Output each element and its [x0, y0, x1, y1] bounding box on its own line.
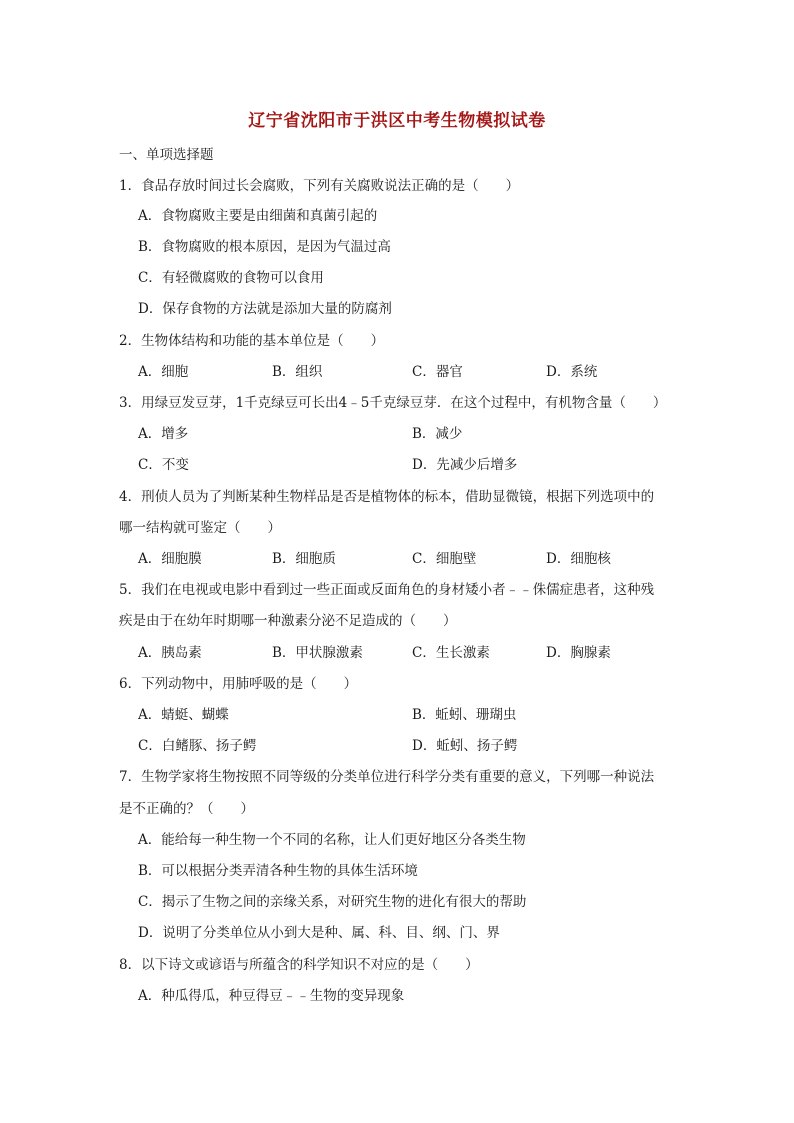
question-1-option-d: D．保存食物的方法就是添加大量的防腐剂 — [138, 301, 392, 317]
question-1-option-a: A．食物腐败主要是由细菌和真菌引起的 — [138, 208, 378, 224]
question-5-option-b: B．甲状腺激素 — [272, 645, 363, 661]
question-4-option-a: A．细胞膜 — [138, 551, 202, 567]
question-3-option-d: D．先减少后增多 — [412, 457, 518, 473]
question-8-stem: 8．以下诗文或谚语与所蕴含的科学知识不对应的是（ ） — [119, 957, 479, 973]
question-5-option-d: D．胸腺素 — [546, 645, 611, 661]
question-7-option-b: B．可以根据分类弄清各种生物的具体生活环境 — [138, 863, 418, 879]
question-6-option-c: C．白鳍豚、扬子鳄 — [138, 738, 257, 754]
question-7-option-a: A．能给每一种生物一个不同的名称，让人们更好地区分各类生物 — [138, 832, 526, 848]
question-6-option-d: D．蚯蚓、扬子鳄 — [412, 738, 518, 754]
question-1-stem: 1．食品存放时间过长会腐败，下列有关腐败说法正确的是（ ） — [119, 178, 520, 194]
question-2-stem: 2．生物体结构和功能的基本单位是（ ） — [119, 333, 385, 349]
question-4-stem-line-1: 4．刑侦人员为了判断某种生物样品是否是植物体的标本，借助显微镜，根据下列选项中的 — [119, 489, 655, 505]
question-4-option-c: C．细胞壁 — [412, 551, 477, 567]
question-7-option-c: C．揭示了生物之间的亲缘关系，对研究生物的进化有很大的帮助 — [138, 894, 527, 910]
section-heading: 一、单项选择题 — [119, 147, 214, 163]
question-7-stem-line-2: 是不正确的？（ ） — [119, 801, 254, 817]
question-2-option-a: A．细胞 — [138, 364, 189, 380]
question-3-option-a: A．增多 — [138, 426, 189, 442]
question-2-option-b: B．组织 — [272, 364, 323, 380]
question-2-option-d: D．系统 — [546, 364, 598, 380]
question-6-stem: 6．下列动物中，用肺呼吸的是（ ） — [119, 676, 358, 692]
question-4-stem-line-2: 哪一结构就可鉴定（ ） — [119, 520, 281, 536]
question-5-stem-line-1: 5．我们在电视或电影中看到过一些正面或反面角色的身材矮小者﹣﹣侏儒症患者，这种残 — [119, 582, 655, 598]
question-3-stem: 3．用绿豆发豆芽，1千克绿豆可长出4﹣5千克绿豆芽．在这个过程中，有机物含量（ ） — [119, 395, 667, 411]
question-7-stem-line-1: 7．生物学家将生物按照不同等级的分类单位进行科学分类有重要的意义，下列哪一种说法 — [119, 769, 655, 785]
question-3-option-c: C．不变 — [138, 457, 189, 473]
question-5-stem-line-2: 疾是由于在幼年时期哪一种激素分泌不足造成的（ ） — [119, 613, 457, 629]
question-6-option-b: B．蚯蚓、珊瑚虫 — [412, 707, 517, 723]
question-1-option-c: C．有轻微腐败的食物可以食用 — [138, 270, 324, 286]
page-title: 辽宁省沈阳市于洪区中考生物模拟试卷 — [248, 111, 546, 131]
question-6-option-a: A．蜻蜓、蝴蝶 — [138, 707, 229, 723]
question-3-option-b: B．减少 — [412, 426, 463, 442]
question-7-option-d: D．说明了分类单位从小到大是种、属、科、目、纲、门、界 — [138, 925, 500, 941]
question-1-option-b: B．食物腐败的根本原因，是因为气温过高 — [138, 239, 391, 255]
question-8-option-a: A．种瓜得瓜，种豆得豆﹣﹣生物的变异现象 — [138, 988, 405, 1004]
question-5-option-c: C．生长激素 — [412, 645, 490, 661]
question-4-option-d: D．细胞核 — [546, 551, 611, 567]
question-2-option-c: C．器官 — [412, 364, 463, 380]
question-4-option-b: B．细胞质 — [272, 551, 336, 567]
question-5-option-a: A．胰岛素 — [138, 645, 202, 661]
